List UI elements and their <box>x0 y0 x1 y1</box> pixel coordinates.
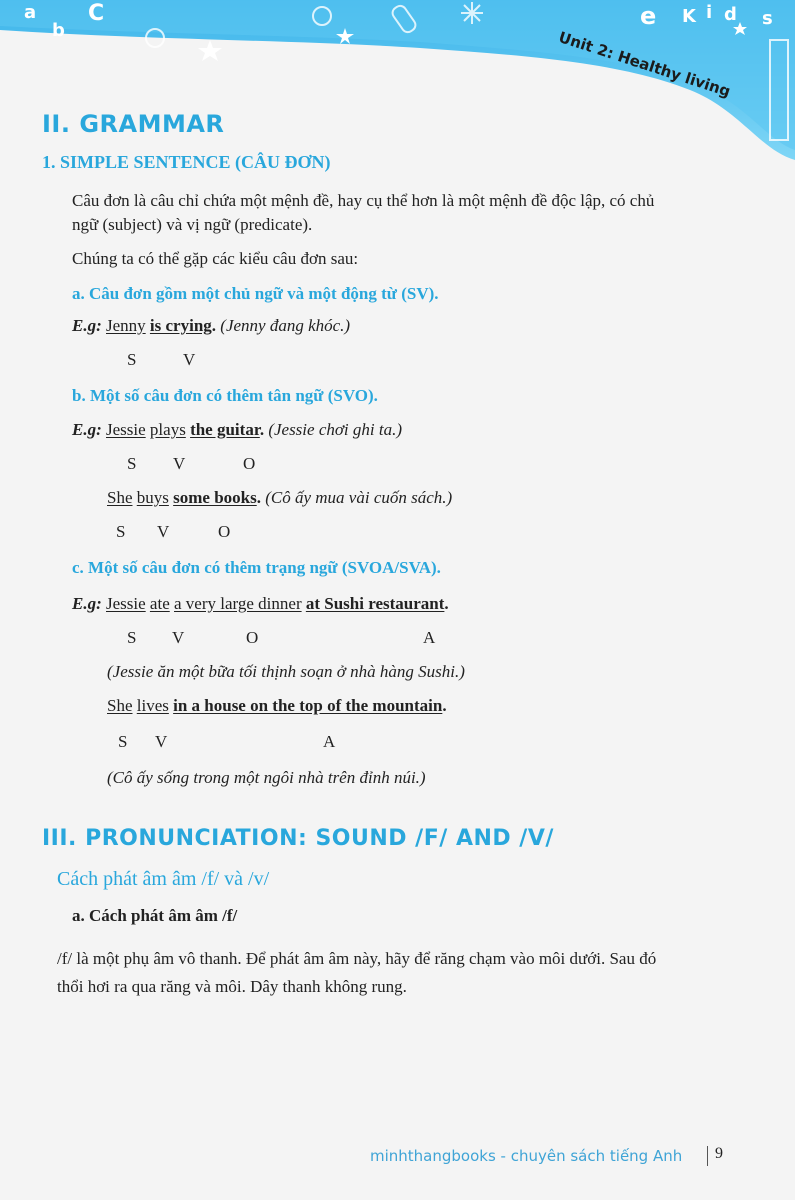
banner-letter: e <box>640 2 657 30</box>
subject: She <box>107 488 133 507</box>
period: . <box>256 488 261 507</box>
verb: is crying <box>149 316 212 335</box>
snowflake-icon <box>461 2 483 24</box>
f-description-line-1: /f/ là một phụ âm vô thanh. Để phát âm âm này, hãy để răng chạm vào môi dưới. Sau đó <box>57 949 657 968</box>
unit-title: Unit 2: Healthy living <box>556 28 733 101</box>
subject: Jenny <box>106 316 146 335</box>
eg-label: E.g: <box>72 316 102 335</box>
translation: (Jessie chơi ghi ta.) <box>268 420 403 439</box>
tag-s: S <box>127 628 137 647</box>
example-c-2 <box>107 696 447 716</box>
example-c-1 <box>72 594 449 614</box>
tag-a: A <box>323 732 336 751</box>
subject: Jessie <box>106 594 146 613</box>
tag-o: O <box>243 454 256 473</box>
tag-s: S <box>116 522 126 541</box>
simple-sentence-title: 1. SIMPLE SENTENCE (CÂU ĐƠN) <box>42 152 331 172</box>
adverbial: at Sushi restaurant <box>305 594 445 613</box>
tag-s: S <box>118 732 128 751</box>
tag-o: O <box>246 628 259 647</box>
banner-letter: d <box>724 4 737 25</box>
subject: She <box>107 696 133 715</box>
section-a-f-title: a. Cách phát âm âm /f/ <box>72 906 238 925</box>
footer-text: minhthangbooks - chuyên sách tiếng Anh <box>370 1147 683 1165</box>
section-a-title: a. Câu đơn gồm một chủ ngữ và một động từ (SV). <box>72 284 439 303</box>
period: . <box>444 594 449 613</box>
subject: Jessie <box>106 420 146 439</box>
section-c-title: c. Một số câu đơn có thêm trạng ngữ (SVOA/SVA). <box>72 558 441 577</box>
tag-v: V <box>157 522 170 541</box>
banner-letter: K <box>682 6 696 27</box>
object: the guitar <box>190 420 260 439</box>
section-b-title: b. Một số câu đơn có thêm tân ngữ (SVO). <box>72 386 378 405</box>
pronunciation-title: III. PRONUNCIATION: SOUND /F/ AND /V/ <box>42 826 554 851</box>
footer-divider <box>707 1146 708 1166</box>
banner-letter: s <box>762 8 773 29</box>
page-number: 9 <box>715 1145 723 1162</box>
pronunciation-subtitle: Cách phát âm âm /f/ và /v/ <box>57 868 270 890</box>
object: some books <box>173 488 257 507</box>
verb: lives <box>136 696 169 715</box>
object: a very large dinner <box>174 594 302 613</box>
tag-o: O <box>218 522 231 541</box>
eg-label: E.g: <box>72 594 102 613</box>
tag-s: S <box>127 350 137 369</box>
tag-a: A <box>423 628 436 647</box>
banner-letter: C <box>88 1 105 26</box>
intro-line-3: Chúng ta có thể gặp các kiểu câu đơn sau: <box>72 249 359 268</box>
f-description-line-2: thổi hơi ra qua răng và môi. Dây thanh không rung. <box>57 977 407 996</box>
period: . <box>211 316 217 335</box>
tag-v: V <box>173 454 186 473</box>
translation: (Cô ấy sống trong một ngôi nhà trên đỉnh núi.) <box>107 768 426 787</box>
banner-letter: b <box>52 20 65 41</box>
example-b-2 <box>107 488 452 508</box>
eg-label: E.g: <box>72 420 102 439</box>
tag-v: V <box>155 732 168 751</box>
translation: (Jessie ăn một bữa tối thịnh soạn ở nhà hàng Sushi.) <box>107 662 465 681</box>
adverbial: in a house on the top of the mountain <box>173 696 443 715</box>
banner-letter: a <box>24 2 37 23</box>
translation: (Jenny đang khóc.) <box>220 316 351 335</box>
intro-line-1: Câu đơn là câu chỉ chứa một mệnh đề, hay cụ thể hơn là một mệnh đề độc lập, có chủ <box>72 191 655 210</box>
translation: (Cô ấy mua vài cuốn sách.) <box>265 488 453 507</box>
period: . <box>259 420 265 439</box>
tag-s: S <box>127 454 137 473</box>
verb: plays <box>149 420 186 439</box>
tag-v: V <box>172 628 185 647</box>
banner-letter: i <box>706 2 713 23</box>
verb: buys <box>136 488 169 507</box>
intro-line-2: ngữ (subject) và vị ngữ (predicate). <box>72 215 313 234</box>
example-a <box>72 316 350 336</box>
period: . <box>442 696 447 715</box>
example-b-1 <box>72 420 402 440</box>
verb: ate <box>149 594 170 613</box>
grammar-title: II. GRAMMAR <box>42 110 225 138</box>
tag-v: V <box>183 350 196 369</box>
